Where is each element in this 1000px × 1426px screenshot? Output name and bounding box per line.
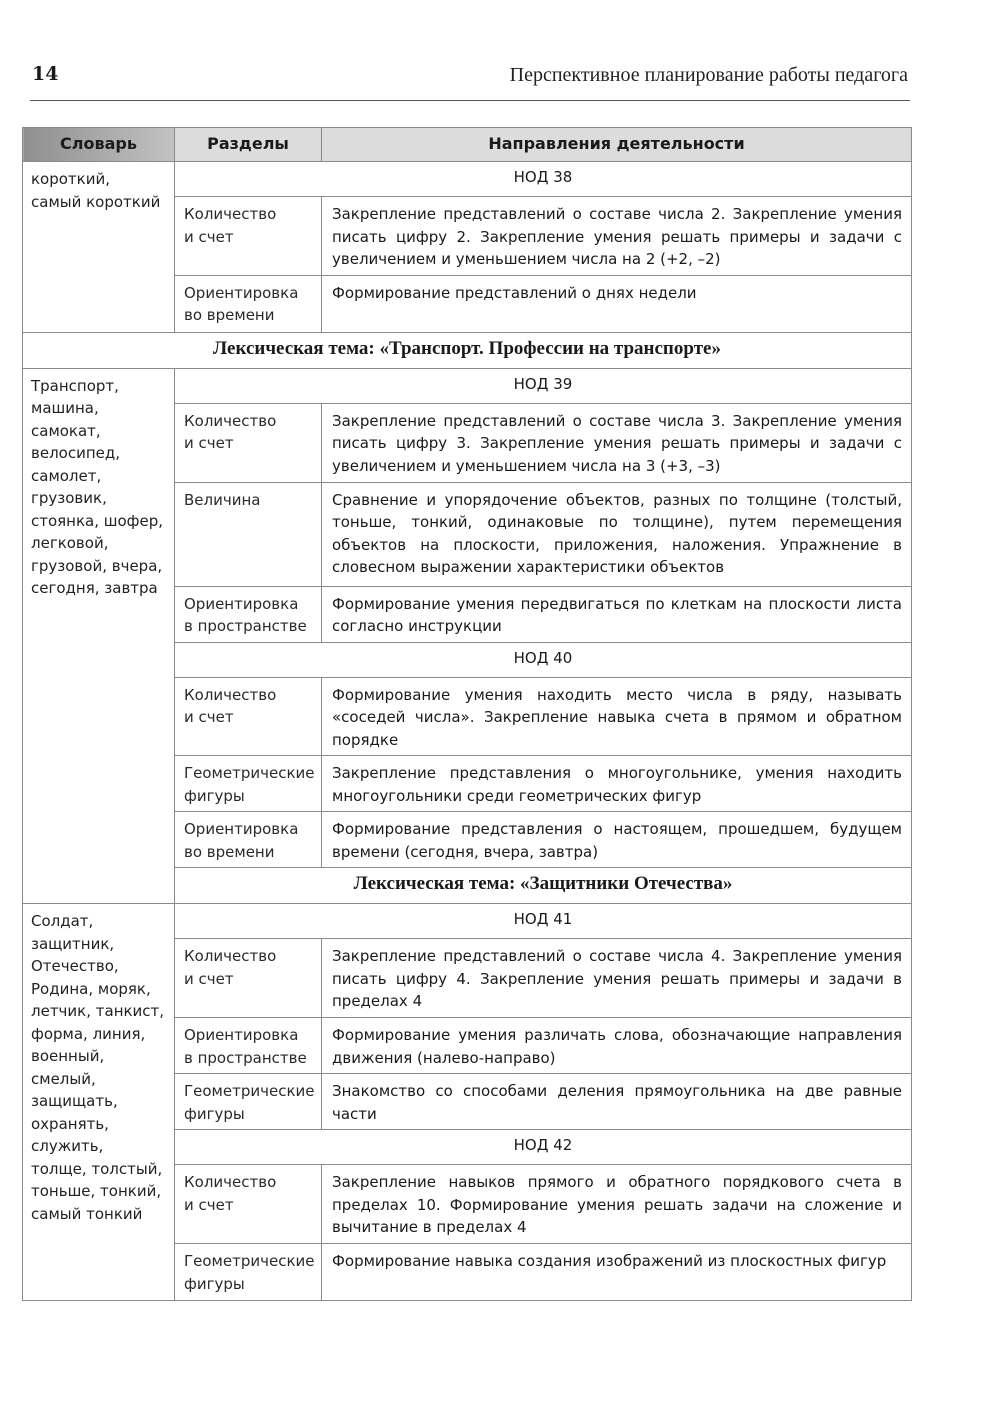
vocab-word: самокат, (31, 421, 101, 440)
lexical-theme-title: Лексическая тема: «Защитники Отечества» (175, 868, 912, 904)
nod-title: НОД 41 (175, 904, 912, 939)
activity-description: Закрепление навыков прямого и обратного порядкового счета в пределах 10. Формирование умения решать задачи на сложение и вычитание в пределах 4 (322, 1165, 912, 1244)
section-cell (175, 275, 322, 332)
section-cell (175, 197, 322, 276)
vocab-word: машина, (31, 399, 99, 417)
section-label: фигуры (184, 786, 245, 805)
section-label: фигуры (184, 1104, 245, 1123)
vocab-word: короткий, (31, 170, 110, 188)
vocab-word: защищать, (31, 1092, 118, 1110)
page-number: 14 (32, 63, 59, 85)
section-label: Количество (184, 947, 277, 965)
section-cell (175, 812, 322, 868)
vocab-word: стоянка, шофер, (31, 511, 164, 530)
section-label: Количество (184, 205, 277, 223)
section-label: и счет (184, 1195, 234, 1214)
section-label: Количество (184, 411, 277, 430)
section-label: Ориентировка (184, 820, 299, 838)
activity-description: Формирование представления о настоящем, прошедшем, будущем времени (сегодня, вчера, завтра) (322, 812, 912, 868)
activity-description: Закрепление представлений о составе числа 3. Закрепление умения писать цифру 3. Закрепление умения решать примеры и задачи с увеличением и уменьшением числа на 3 (+3, –3) (322, 403, 912, 482)
vocab-word: летчик, танкист, (31, 1002, 165, 1020)
vocabulary-cell (23, 368, 175, 904)
section-cell (175, 403, 322, 482)
vocab-word: Отечество, (31, 957, 119, 975)
nod-title: НОД 38 (175, 162, 912, 197)
table-row (23, 368, 912, 403)
section-label: Геометрические (184, 764, 315, 782)
activity-description: Закрепление представлений о составе числа 2. Закрепление умения писать цифру 2. Закрепление умения решать примеры и задачи с увеличением и уменьшением числа на 2 (+2, –2) (322, 197, 912, 276)
section-cell (175, 1165, 322, 1244)
section-cell (175, 1074, 322, 1130)
vocab-word: грузовик, (31, 489, 107, 507)
vocab-word: Транспорт, (31, 376, 119, 395)
section-label: в пространстве (184, 617, 307, 635)
activity-description: Знакомство со способами деления прямоугольника на две равные части (322, 1074, 912, 1130)
vocab-word: Солдат, (31, 912, 94, 930)
section-label: Ориентировка (184, 594, 299, 613)
section-label: Количество (184, 685, 277, 704)
column-header-sections: Разделы (175, 128, 322, 162)
vocab-word: форма, линия, (31, 1024, 146, 1043)
section-label: в пространстве (184, 1048, 307, 1067)
vocab-word: самолет, (31, 466, 102, 485)
section-label: Ориентировка (184, 1026, 299, 1044)
section-label: и счет (184, 227, 234, 246)
section-label: во времени (184, 842, 275, 861)
vocab-word: велосипед, (31, 444, 121, 462)
nod-title: НОД 42 (175, 1130, 912, 1165)
activity-description: Закрепление представлений о составе числа 4. Закрепление умения писать цифру 4. Закрепление умения решать примеры и задачи в пределах 4 (322, 939, 912, 1018)
section-label: и счет (184, 434, 234, 452)
vocab-word: тоньше, тонкий, (31, 1182, 162, 1200)
section-cell (175, 1018, 322, 1074)
section-cell (175, 1244, 322, 1301)
section-label: фигуры (184, 1274, 245, 1293)
header-rule (30, 100, 910, 101)
vocab-word: сегодня, завтра (31, 579, 158, 597)
section-label: Геометрические (184, 1252, 315, 1270)
vocabulary-cell (23, 162, 175, 333)
activity-description: Формирование умения передвигаться по клеткам на плоскости листа согласно инструкции (322, 586, 912, 642)
section-label: Геометрические (184, 1082, 315, 1100)
vocab-word: легковой, (31, 534, 109, 552)
activity-description: Формирование умения находить место числа в ряду, называть «соседей числа». Закрепление навыка счета в прямом и обратном порядке (322, 677, 912, 756)
lexical-theme-title: Лексическая тема: «Транспорт. Профессии на транспорте» (23, 332, 912, 368)
section-label: Ориентировка (184, 283, 299, 302)
theme-row (23, 332, 912, 368)
activity-description: Формирование умения различать слова, обозначающие направления движения (налево-направо) (322, 1018, 912, 1074)
vocab-word: толще, толстый, (31, 1159, 163, 1178)
nod-title: НОД 39 (175, 368, 912, 403)
vocab-word: защитник, (31, 934, 115, 953)
vocab-word: самый короткий (31, 192, 161, 211)
section-label: Величина (184, 490, 261, 509)
table-header-row (23, 128, 912, 162)
section-cell (175, 756, 322, 812)
activity-description: Закрепление представления о многоугольнике, умения находить многоугольники среди геометрических фигур (322, 756, 912, 812)
section-label: Количество (184, 1173, 277, 1191)
section-label: и счет (184, 708, 234, 726)
vocab-word: грузовой, вчера, (31, 556, 163, 575)
section-cell (175, 939, 322, 1018)
table-row (23, 162, 912, 197)
activity-description: Формирование навыка создания изображений из плоскостных фигур (322, 1244, 912, 1301)
vocab-word: самый тонкий (31, 1204, 143, 1223)
section-cell (175, 482, 322, 586)
section-cell (175, 586, 322, 642)
column-header-activities: Направления деятельности (322, 128, 912, 162)
section-label: во времени (184, 306, 275, 324)
column-header-vocabulary: Словарь (23, 128, 175, 162)
vocab-word: служить, (31, 1137, 104, 1155)
planning-table (22, 127, 912, 1301)
activity-description: Формирование представлений о днях недели (322, 275, 912, 332)
section-cell (175, 677, 322, 756)
running-title: Перспективное планирование работы педагога (509, 64, 908, 86)
vocabulary-cell (23, 904, 175, 1301)
vocab-word: Родина, моряк, (31, 979, 151, 998)
vocab-word: военный, (31, 1047, 105, 1065)
activity-description: Сравнение и упорядочение объектов, разных по толщине (толстый, тоньше, тонкий, одинаковые по толщине), путем перемещения объектов на плоскости, приложения, наложения. Упражнение в словесном выражении характеристики объектов (322, 482, 912, 586)
section-label: и счет (184, 969, 234, 988)
vocab-word: охранять, (31, 1114, 109, 1133)
table-row (23, 904, 912, 939)
vocab-word: смелый, (31, 1069, 96, 1088)
nod-title: НОД 40 (175, 642, 912, 677)
